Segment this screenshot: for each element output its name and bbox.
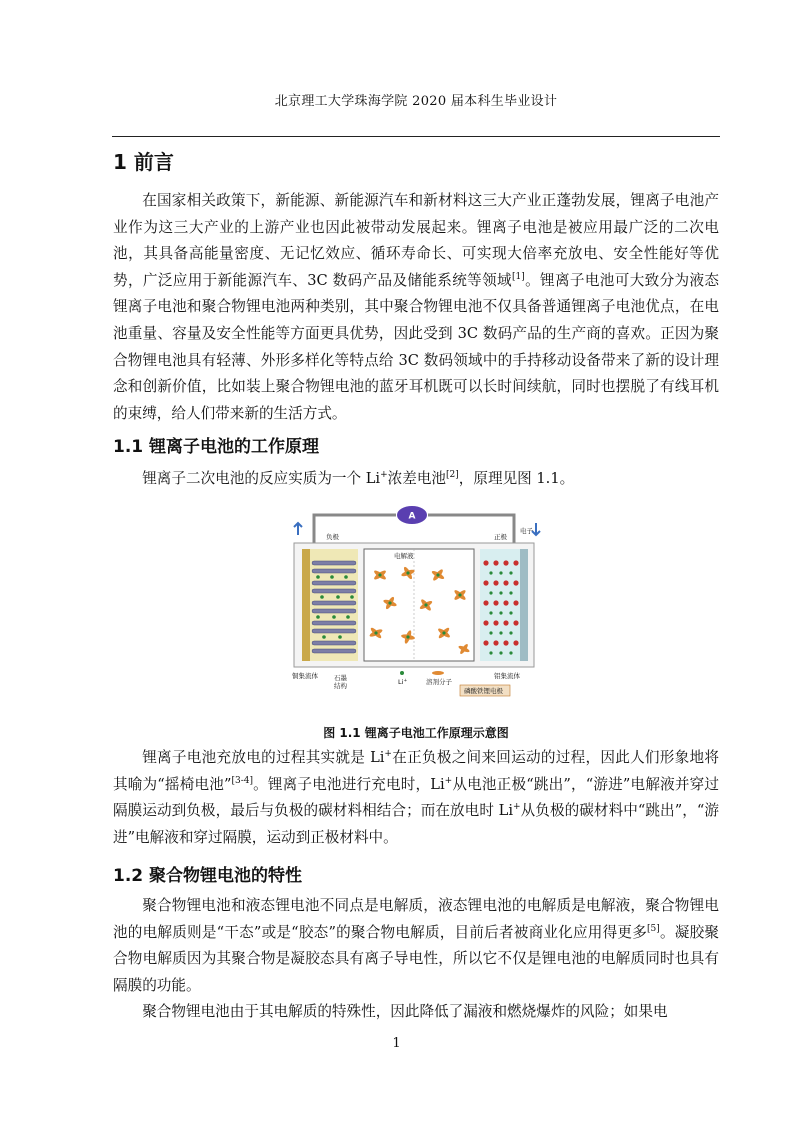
header-rule xyxy=(112,136,720,137)
positive-electrode-label: 正极 xyxy=(494,533,507,541)
page-header: 北京理工大学珠海学院 2020 届本科生毕业设计 xyxy=(274,94,558,109)
paragraph-rocking-text-d: 从电池正极“跳出”，“游进”电解液并穿过隔膜运动到负极，最后与负极的碳材料相结合；而在放电时 Li xyxy=(113,775,719,820)
figure-caption: 图 1.1 锂离子电池工作原理示意图 xyxy=(323,726,509,740)
paragraph-intro-text-b: 。锂离子电池可大致分为液态锂离子电池和聚合物锂电池两种类别，其中聚合物锂电池不仅具备普通锂离子电池优点，在电池重量、容量及安全性能等方面更具优势，因此受到 3C 数码产品的生产商的喜欢。正因为聚合物锂电池具有轻薄、外形多样化等特点给 3C 数码领域中的手持移动设备带来了新的设计理念和创新价值，比如装上聚合物锂电池的蓝牙耳机既可以长时间续航，同时也摆脱了有线耳机的束缚，给人们带来新的生活方式。 xyxy=(113,271,719,422)
paragraph-rocking-text-a: 锂离子电池充放电的过程其实就是 Li xyxy=(142,749,385,766)
li-superscript: + xyxy=(513,802,521,813)
citation-5: [5] xyxy=(647,923,660,934)
paragraph-intro-text-a: 在国家相关政策下，新能源、新能源汽车和新材料这三大产业正蓬勃发展，锂离子电池产业作为这三大产业的上游产业也因此被带动发展起来。锂离子电池是被应用最广泛的二次电池，其具备高能量密度、无记忆效应、循环寿命长、可实现大倍率充放电、安全性能好等优势，广泛应用于新能源汽车、3C 数码产品及储能系统等领域 xyxy=(113,192,719,289)
graphite-label-line2: 结构 xyxy=(334,682,347,690)
electron-arrow-down-icon xyxy=(532,523,540,535)
negative-electrode-label: 负极 xyxy=(326,533,339,541)
li-superscript: + xyxy=(380,470,388,481)
li-legend-label: Li+ xyxy=(398,678,408,686)
paragraph-polymer xyxy=(113,893,719,999)
section-heading-1-1: 1.1 锂离子电池的工作原理 xyxy=(113,437,320,457)
paragraph-polymer-text-a: 聚合物锂电池和液态锂电池不同点是电解质，液态锂电池的电解质是电解液，聚合物锂电池的电解质则是“干态”或是“胶态”的聚合物电解质，目前后者被商业化应用得更多 xyxy=(113,897,719,941)
page-number: 1 xyxy=(392,1036,401,1051)
paragraph-polymer-text-b: 。凝胶聚合物电解质因为其聚合物是凝胶态具有离子导电性，所以它不仅是锂电池的电解质同时也具有隔膜的功能。 xyxy=(113,923,719,994)
battery-diagram-figure xyxy=(288,503,542,699)
paragraph-rocking-text-c: 。锂离子电池进行充电时，Li xyxy=(252,775,445,793)
paragraph-intro xyxy=(113,188,719,427)
copper-collector-bar xyxy=(302,549,310,661)
solvent-legend-label: 溶剂分子 xyxy=(426,678,452,686)
electrolyte-region xyxy=(364,549,474,661)
solvent-legend-icon xyxy=(432,671,444,675)
citation-3-4: [3-4] xyxy=(231,775,253,786)
paragraph-principle xyxy=(113,466,719,493)
citation-2: [2] xyxy=(446,470,459,481)
graphite-label-line1: 石墨 xyxy=(334,674,347,682)
paragraph-principle-text-b: 浓差电池 xyxy=(387,470,447,487)
paragraph-rocking-text-b: 在正负极之间来回运动的过程，因此人们形象地将其喻为“摇椅电池” xyxy=(113,749,719,793)
cathode-legend-label: 磷酸铁锂电极 xyxy=(464,687,503,695)
electron-arrow-up-icon xyxy=(294,523,302,535)
aluminum-collector-label: 铝集流体 xyxy=(494,672,520,680)
section-heading-1-2: 1.2 聚合物锂电池的特性 xyxy=(113,866,303,886)
electrolyte-label: 电解液 xyxy=(394,552,414,560)
paragraph-principle-text-c: ，原理见图 1.1。 xyxy=(458,470,575,487)
ammeter-label: A xyxy=(408,511,416,522)
citation-1: [1] xyxy=(512,271,525,282)
paragraph-rocking-chair xyxy=(113,745,719,851)
paragraph-principle-text-a: 锂离子二次电池的反应实质为一个 Li xyxy=(142,470,381,487)
electron-label: 电子 xyxy=(520,527,533,535)
li-legend-icon xyxy=(400,671,404,675)
paragraph-rocking-text-e: 从负极的碳材料中“跳出”，“游进”电解液和穿过隔膜，运动到正极材料中。 xyxy=(113,802,719,846)
li-superscript: + xyxy=(444,775,453,786)
aluminum-collector-bar xyxy=(520,549,528,661)
section-heading-1: 1 前言 xyxy=(113,150,174,174)
li-superscript: + xyxy=(384,749,392,760)
copper-collector-label: 铜集流体 xyxy=(292,672,318,680)
paragraph-safety: 聚合物锂电池由于其电解质的特殊性，因此降低了漏液和燃烧爆炸的风险；如果电 xyxy=(142,1003,668,1020)
